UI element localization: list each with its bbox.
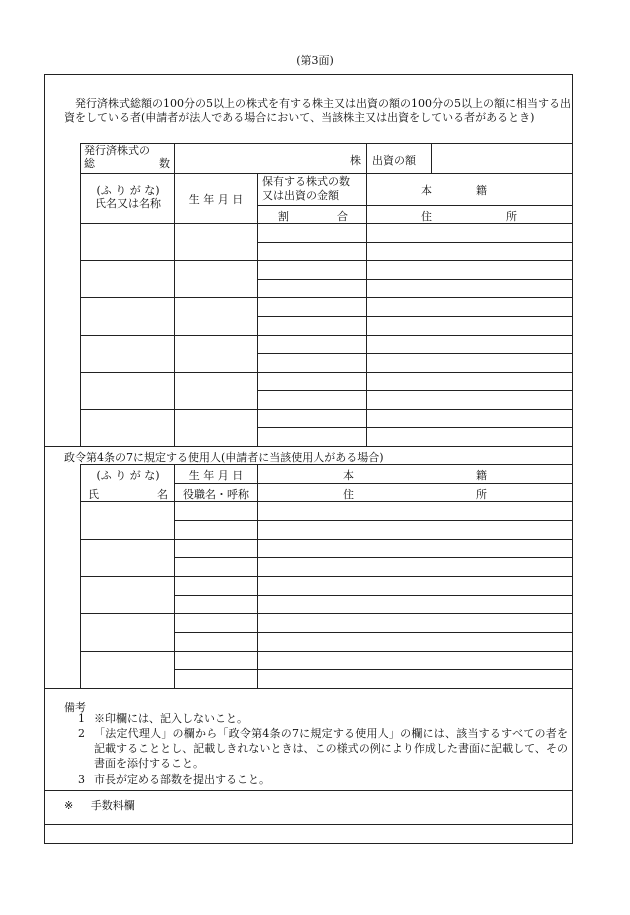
s2-header-mid [174,483,572,484]
note-3-num: 3 [78,773,85,786]
s2-address-label [343,486,487,502]
ratio-char-a: 割 [278,210,289,223]
note-3-text: 市長が定める部数を提出すること。 [94,773,270,786]
address-label [421,208,517,224]
s2-domicile-label [343,467,487,483]
issued-total-label-line2 [84,157,170,170]
domicile-label [421,182,487,198]
fee-separator [44,790,573,791]
s1-col-line-3 [366,143,367,446]
s1-row4-bottom [80,372,572,373]
s2-domicile-char-a: 本 [343,469,354,482]
note-2 [78,726,568,771]
issued-total-label [84,144,170,170]
holding-label-line2: 又は出資の金額 [262,189,339,202]
s1-row6-mid [257,427,572,428]
s1-row3-bottom [80,335,572,336]
ratio-char-b: 合 [337,210,348,223]
s1-col-line-1 [174,143,175,446]
s2-row3-mid [174,595,572,596]
s1-row4-mid [257,353,572,354]
s2-domicile-char-b: 籍 [476,469,487,482]
section-separator [44,446,573,447]
s2-row1-bottom [80,539,572,540]
s2-top-line [80,464,572,465]
capital-amount-label: 出資の額 [372,154,416,167]
s2-address-char-a: 住 [343,488,354,501]
note-2-num: 2 [78,727,85,740]
s2-row1-mid [174,520,572,521]
s1-row1-mid [257,242,572,243]
s2-row2-mid [174,557,572,558]
section1-intro: 発行済株式総額の100分の5以上の株式を有する株主又は出資の額の100分の5以上の額に相当する出資をしている者(申請者が法人である場合において、当該株主又は出資をしている者があるとき) [64,97,571,124]
address-char-b: 所 [506,210,517,223]
fee-section [64,797,135,813]
s1-row2-mid [257,279,572,280]
s1-row3-mid [257,316,572,317]
birth-label: 生 年 月 日 [188,193,244,206]
s2-row5-mid [174,669,572,670]
note-2-text: 「法定代理人」の欄から「政令第4条の7に規定する使用人」の欄には、該当するすべての者を記載することとし、記載しきれないときは、この様式の例により作成した書面に記載して、その書面を添付すること。 [94,727,568,770]
furigana-label: (ふ り が な) [96,184,160,197]
domicile-char-a: 本 [421,184,432,197]
s2-name-char-b: 名 [157,488,168,501]
note-1-text: ※印欄には、記入しないこと。 [94,712,248,725]
name-label: 氏名又は名称 [95,197,161,210]
fee-bottom-line [44,824,573,825]
s2-address-char-b: 所 [476,488,487,501]
note-3 [78,772,568,787]
page-number: (第3面) [296,54,334,67]
issued-total-label-line1: 発行済株式の [84,144,150,157]
notes-separator [44,688,573,689]
s2-row4-mid [174,632,572,633]
s1-row1-bottom [80,260,572,261]
s1-col-line-4 [431,143,432,173]
holding-label-line1: 保有する株式の数 [262,175,350,188]
fee-mark: ※ [64,799,74,812]
s1-left-line [80,143,81,446]
notes-title: 備考 [64,701,86,714]
note-1 [78,711,568,726]
s1-header-line-2 [257,205,572,206]
s2-name-char-a: 氏 [88,488,99,501]
s2-name-label [88,486,168,502]
s1-row5-mid [257,390,572,391]
issued-total-char-a: 総 [84,157,95,170]
s2-row3-bottom [80,613,572,614]
shares-unit: 株 [350,154,361,167]
s2-birth-label: 生 年 月 日 [188,469,244,482]
name-header [84,184,172,210]
s2-row2-bottom [80,576,572,577]
ratio-label [278,208,348,224]
section2-title: 政令第4条の7に規定する使用人(申請者に当該使用人がある場合) [64,451,384,464]
s1-col-line-2 [257,173,258,446]
s2-row4-bottom [80,651,572,652]
note-1-num: 1 [78,712,85,725]
s2-furigana-label: (ふ り が な) [96,469,160,482]
fee-label: 手数料欄 [90,799,135,812]
domicile-char-b: 籍 [476,184,487,197]
s2-position-label: 役職名・呼称 [183,488,249,501]
address-char-a: 住 [421,210,432,223]
holding-label [262,175,364,203]
issued-total-char-b: 数 [159,157,170,170]
s1-row5-bottom [80,409,572,410]
s1-row2-bottom [80,297,572,298]
s1-header-line-1 [80,173,572,174]
